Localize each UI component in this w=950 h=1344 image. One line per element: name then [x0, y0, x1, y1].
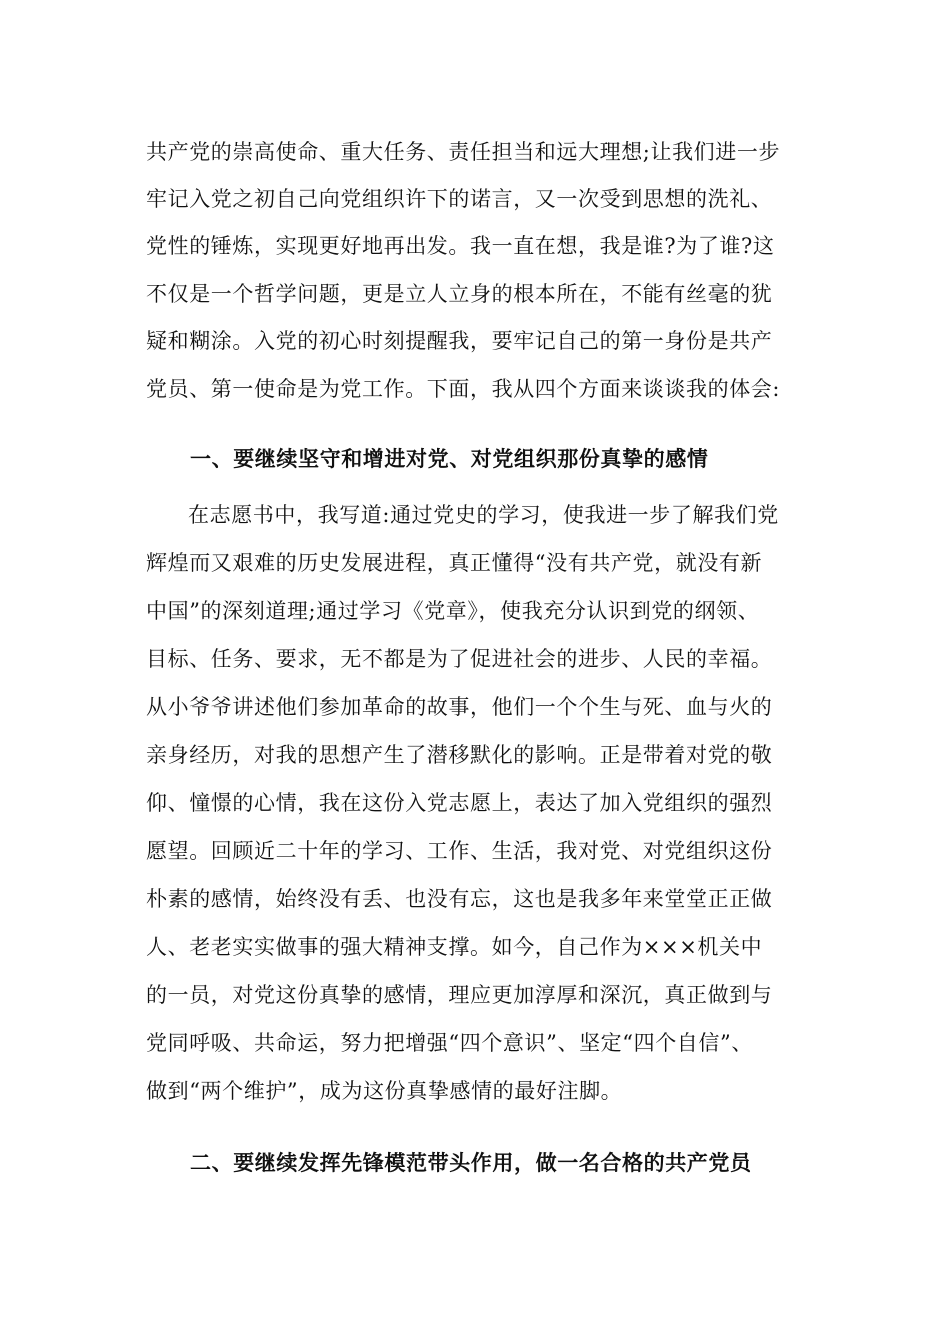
paragraph-line: 的一员，对党这份真挚的感情，理应更加淳厚和深沉，真正做到与	[146, 983, 773, 1007]
paragraph-line: 做到“两个维护”，成为这份真挚感情的最好注脚。	[146, 1079, 623, 1103]
paragraph-line: 党同呼吸、共命运，努力把增强“四个意识”、坚定“四个自信”、	[146, 1031, 753, 1055]
paragraph-line: 朴素的感情，始终没有丢、也没有忘，这也是我多年来堂堂正正做	[146, 887, 773, 911]
paragraph-line: 亲身经历，对我的思想产生了潜移默化的影响。正是带着对党的敬	[146, 743, 773, 767]
paragraph-line: 从小爷爷讲述他们参加革命的故事，他们一个个生与死、血与火的	[146, 695, 773, 719]
paragraph-line: 目标、任务、要求，无不都是为了促进社会的进步、人民的幸福。	[146, 647, 773, 671]
paragraph-line: 牢记入党之初自己向党组织许下的诺言，又一次受到思想的洗礼、	[146, 187, 773, 211]
paragraph-line: 愿望。回顾近二十年的学习、工作、生活，我对党、对党组织这份	[146, 839, 773, 863]
paragraph-line: 党员、第一使命是为党工作。下面，我从四个方面来谈谈我的体会:	[146, 377, 781, 401]
section-heading-2: 二、要继续发挥先锋模范带头作用，做一名合格的共产党员	[190, 1150, 752, 1175]
section-heading-1: 一、要继续坚守和增进对党、对党组织那份真挚的感情	[190, 446, 709, 471]
paragraph-line: 辉煌而又艰难的历史发展进程，真正懂得“没有共产党，就没有新	[146, 551, 763, 575]
paragraph-line: 人、老老实实做事的强大精神支撑。如今，自己作为×××机关中	[146, 935, 763, 959]
paragraph-line: 中国”的深刻道理;通过学习《党章》，使我充分认识到党的纲领、	[146, 599, 760, 623]
paragraph-line: 疑和糊涂。入党的初心时刻提醒我，要牢记自己的第一身份是共产	[146, 329, 773, 353]
paragraph-line: 不仅是一个哲学问题，更是立人立身的根本所在，不能有丝毫的犹	[146, 282, 773, 306]
paragraph-line: 党性的锤炼，实现更好地再出发。我一直在想，我是谁?为了谁?这	[146, 234, 775, 258]
paragraph-line: 在志愿书中，我写道:通过党史的学习，使我进一步了解我们党	[188, 503, 779, 527]
paragraph-line: 仰、憧憬的心情，我在这份入党志愿上，表达了加入党组织的强烈	[146, 791, 773, 815]
paragraph-line: 共产党的崇高使命、重大任务、责任担当和远大理想;让我们进一步	[146, 140, 781, 164]
